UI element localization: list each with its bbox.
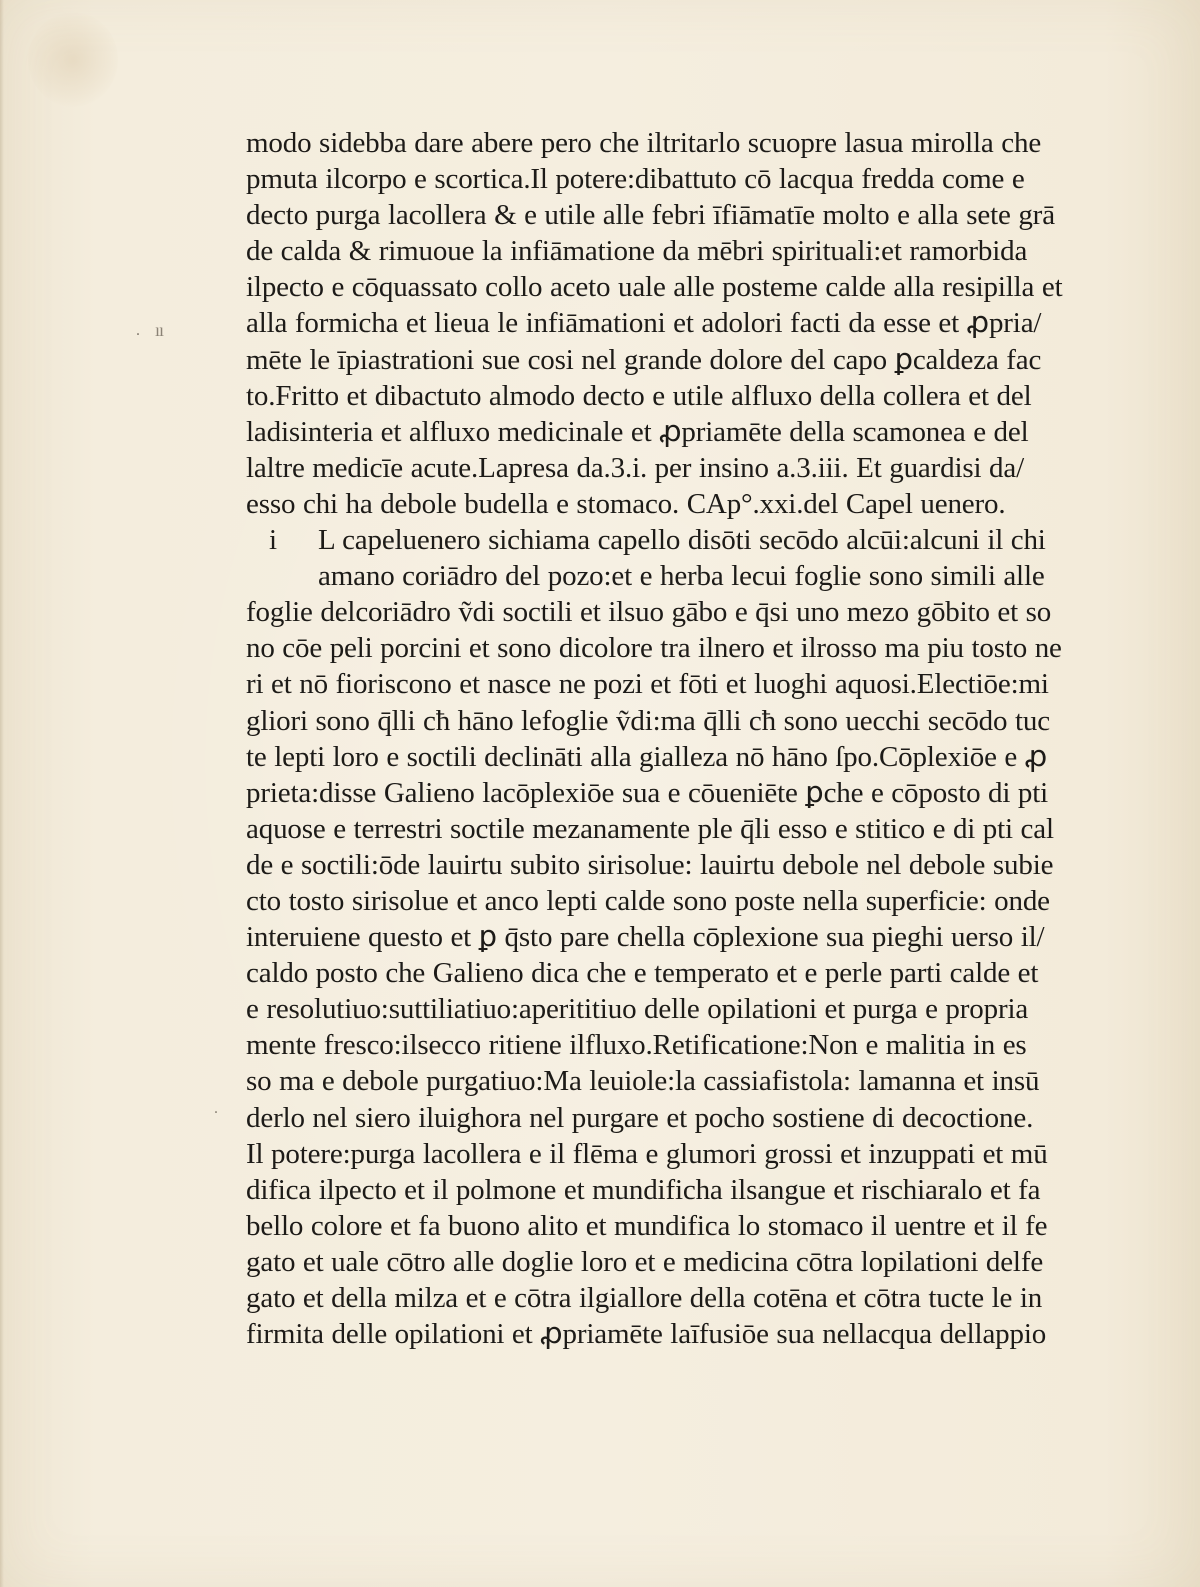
page-text [246, 125, 1076, 1352]
text-line-29: Il potere:purga lacollera e il flēma e glumori grossi et inzuppati et mū [246, 1137, 1048, 1170]
text-line-30: difica ilpecto et il polmone et mundificha ilsangue et rischiaralo et fa [246, 1173, 1041, 1206]
text-line-11: esso chi ha debole budella e stomaco. CAp°.xxi.del Capel uenero. [246, 487, 1006, 520]
text-line-2: pmuta ilcorpo e scortica.Il potere:dibattuto cō lacqua fredda come e [246, 163, 1025, 196]
text-line-34: firmita delle opilationi et ꝓpriamēte laīfusiōe sua nellacqua dellappio [246, 1318, 1047, 1351]
text-line-33: gato et della milza et e cōtra ilgiallore della cotēna et cōtra tucte le in [246, 1282, 1043, 1314]
text-line-31: bello colore et fa buono alito et mundifica lo stomaco il uentre et il fe [246, 1209, 1048, 1242]
text-line-17: gliori sono q̄lli cħ hāno lefoglie ṽdi:ma q̄lli cħ sono uecchi secōdo tuc [246, 704, 1050, 737]
text-line-7: mēte le īpiastrationi sue cosi nel grande dolore del capo ꝑcaldeza fac [246, 343, 1042, 376]
text-line-25: e resolutiuo:suttiliatiuo:aperititiuo delle opilationi et purga e propria [246, 993, 1029, 1026]
text-line-9: ladisinteria et alfluxo medicinale et ꝓpriamēte della scamonea e del [246, 415, 1029, 448]
text-line-21: de e soctili:ōde lauirtu subito sirisolue: lauirtu debole nel debole subie [246, 848, 1054, 881]
text-line-13: amano coriādro del pozo:et e herba lecui foglie sono simili alle [318, 560, 1045, 593]
text-line-12 [246, 522, 1076, 558]
margin-speck: . [214, 1100, 218, 1117]
paper-stain [28, 12, 118, 107]
text-line-27: so ma e debole purgatiuo:Ma leuiole:la cassiafistola: lamanna et insū [246, 1065, 1040, 1098]
text-line-1: modo sidebba dare abere pero che iltritarlo scuopre lasua mirolla che [246, 127, 1042, 159]
margin-mark: ıı [155, 320, 164, 340]
text-line-20: aquose e terrestri soctile mezanamente ple q̄li esso e stitico e di pti cal [246, 812, 1054, 845]
text-line-10: laltre medicīe acute.Lapresa da.3.i. per insino a.3.iii. Et guardisi da/ [246, 451, 1025, 484]
text-line-24: caldo posto che Galieno dica che e temperato et e perle parti calde et [246, 957, 1039, 990]
text-line-12-content: L capeluenero sichiama capello disōti secōdo alcūi:alcuni il chi [318, 524, 1046, 557]
page-fold-shadow [0, 0, 4, 1587]
text-line-6: alla formicha et lieua le infiāmationi et adolori facti da esse et ꝓpria/ [246, 307, 1042, 340]
text-line-5: ilpecto e cōquassato collo aceto uale alle posteme calde alla resipilla et [246, 271, 1063, 304]
text-line-19: prieta:disse Galieno lacōplexiōe sua e cōueniēte ꝑche e cōposto di pti [246, 776, 1049, 809]
text-line-8: to.Fritto et dibactuto almodo decto e utile alfluxo della collera et del [246, 379, 1032, 412]
drop-initial: i [269, 524, 277, 557]
text-line-26: mente fresco:ilsecco ritiene ilfluxo.Retificatione:Non e malitia in es [246, 1029, 1027, 1062]
text-line-28: derlo nel siero iluighora nel purgare et pocho sostiene di decoctione. [246, 1101, 1034, 1134]
text-line-3: decto purga lacollera & e utile alle febri īfiāmatīe molto e alla sete grā [246, 199, 1055, 232]
text-line-23: interuiene questo et ꝑ q̄sto pare chella cōplexione sua pieghi uerso il/ [246, 921, 1045, 954]
text-line-22: cto tosto sirisolue et anco lepti calde sono poste nella superficie: onde [246, 884, 1050, 917]
text-line-16: ri et nō fioriscono et nasce ne pozi et fōti et luoghi aquosi.Electiōe:mi [246, 668, 1049, 701]
text-line-18: te lepti loro e soctili declināti alla gialleza nō hāno ſpo.Cōplexiōe e ꝓ [246, 740, 1048, 773]
text-line-32: gato et uale cōtro alle doglie loro et e medicina cōtra lopilationi delfe [246, 1245, 1044, 1278]
text-line-14: foglie delcoriādro ṽdi soctili et ilsuo gābo e q̄si uno mezo gōbito et so [246, 596, 1052, 629]
margin-dot: . [136, 322, 140, 339]
text-line-4: de calda & rimuoue la infiāmatione da mēbri spirituali:et ramorbida [246, 235, 1028, 268]
text-line-15: no cōe peli porcini et sono dicolore tra ilnero et ilrosso ma piu tosto ne [246, 632, 1062, 665]
